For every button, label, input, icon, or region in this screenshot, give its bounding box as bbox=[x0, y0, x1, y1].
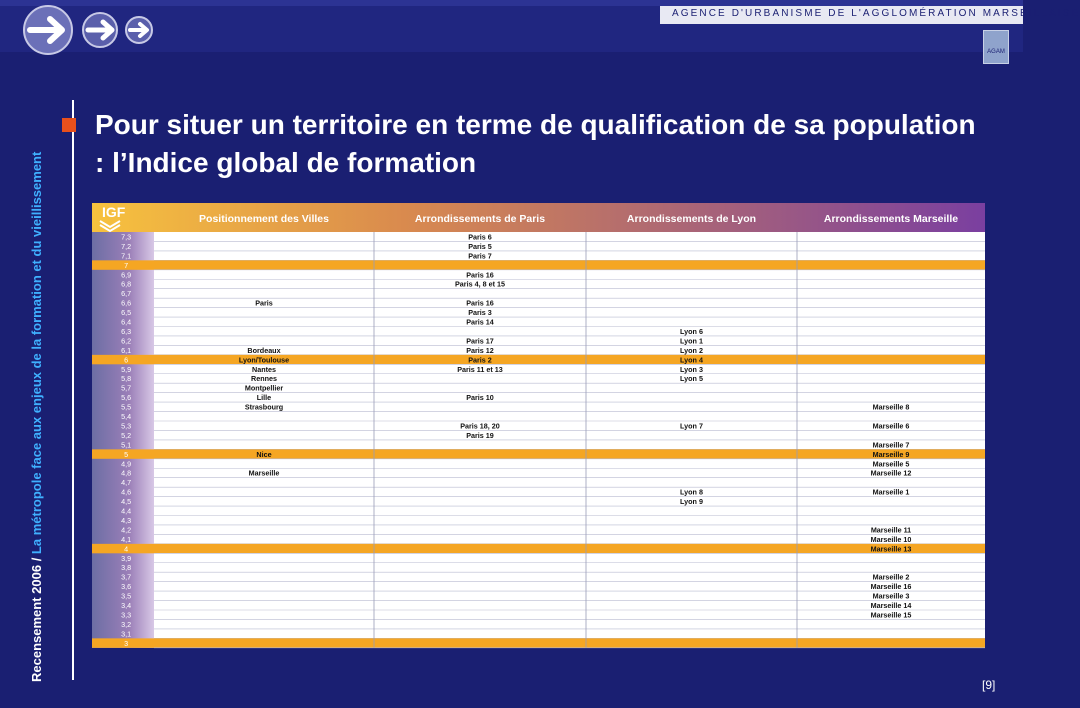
igf-value: 3,4 bbox=[121, 601, 132, 610]
slide-title: Pour situer un territoire en terme de qualification de sa population : l’Indice global de formation bbox=[95, 109, 976, 178]
igf-value: 4,1 bbox=[121, 534, 132, 544]
cell-villes: Paris bbox=[255, 298, 273, 308]
igf-value: 6,4 bbox=[121, 317, 132, 327]
igf-value: 6 bbox=[124, 355, 129, 365]
cell-paris: Paris 6 bbox=[468, 232, 492, 242]
igf-table bbox=[92, 203, 985, 661]
cell-marseille: Marseille 3 bbox=[872, 591, 910, 601]
cell-lyon: Lyon 3 bbox=[680, 364, 703, 374]
cell-villes: Nice bbox=[256, 449, 272, 459]
cell-marseille: Marseille 13 bbox=[870, 544, 912, 554]
cell-lyon: Lyon 2 bbox=[680, 345, 703, 355]
cell-lyon: Lyon 4 bbox=[680, 355, 703, 365]
page-number: [9] bbox=[982, 678, 996, 692]
igf-value: 7,2 bbox=[121, 241, 132, 251]
cell-villes: Lyon/Toulouse bbox=[238, 355, 290, 365]
cell-marseille: Marseille 12 bbox=[870, 468, 912, 478]
igf-value: 6,3 bbox=[121, 326, 132, 336]
cell-lyon: Lyon 6 bbox=[680, 326, 703, 336]
highlight-row bbox=[92, 260, 985, 269]
cell-lyon: Lyon 1 bbox=[680, 336, 703, 346]
igf-value: 4 bbox=[124, 544, 129, 554]
igf-value: 4,8 bbox=[121, 468, 132, 478]
igf-value: 3,7 bbox=[121, 572, 132, 582]
igf-value: 6,2 bbox=[121, 336, 132, 346]
title-bullet bbox=[62, 118, 76, 132]
igf-value: 4,5 bbox=[121, 497, 132, 507]
cell-villes: Rennes bbox=[251, 374, 277, 384]
igf-value: 5,7 bbox=[121, 383, 132, 393]
side-caption bbox=[28, 82, 45, 682]
igf-value: 7 bbox=[124, 260, 129, 270]
nav-arrows bbox=[0, 0, 170, 60]
igf-value: 3,1 bbox=[121, 629, 132, 639]
cell-paris: Paris 17 bbox=[466, 336, 494, 346]
igf-value: 4,7 bbox=[121, 478, 132, 488]
igf-value: 4,2 bbox=[121, 525, 132, 535]
side-caption-main: Recensement 2006 bbox=[29, 564, 44, 682]
igf-value: 7,3 bbox=[121, 232, 132, 242]
column-header: Positionnement des Villes bbox=[199, 213, 329, 225]
igf-value: 5,6 bbox=[121, 393, 132, 403]
igf-value: 6,9 bbox=[121, 270, 132, 280]
vertical-divider bbox=[72, 100, 74, 680]
igf-value: 6,1 bbox=[121, 345, 132, 355]
igf-value: 4,6 bbox=[121, 487, 132, 497]
igf-value: 6,7 bbox=[121, 289, 132, 299]
cell-paris: Paris 16 bbox=[466, 298, 494, 308]
forward-arrow-icon[interactable] bbox=[83, 13, 117, 47]
cell-paris: Paris 16 bbox=[466, 270, 494, 280]
cell-paris: Paris 5 bbox=[468, 241, 492, 251]
cell-villes: Marseille bbox=[248, 468, 280, 478]
igf-value: 4,3 bbox=[121, 515, 132, 525]
igf-value: 3,6 bbox=[121, 582, 132, 592]
igf-value: 5,5 bbox=[121, 402, 132, 412]
cell-villes: Bordeaux bbox=[247, 345, 281, 355]
agency-name: AGENCE D'URBANISME DE L'AGGLOMÉRATION MARSEILLAISE bbox=[672, 8, 1080, 19]
cell-paris: Paris 12 bbox=[466, 345, 494, 355]
cell-marseille: Marseille 11 bbox=[870, 525, 912, 535]
cell-marseille: Marseille 7 bbox=[872, 440, 910, 450]
highlight-row bbox=[92, 449, 985, 458]
cell-lyon: Lyon 9 bbox=[680, 497, 703, 507]
igf-value: 6,6 bbox=[121, 298, 132, 308]
column-header: Arrondissements de Lyon bbox=[626, 213, 757, 225]
igf-value: 4,9 bbox=[121, 459, 132, 469]
igf-value: 6,5 bbox=[121, 308, 132, 318]
cell-paris: Paris 4, 8 et 15 bbox=[455, 279, 505, 289]
next-arrow-icon[interactable] bbox=[126, 17, 152, 43]
igf-value: 4,4 bbox=[121, 506, 132, 516]
igf-value: 3,3 bbox=[121, 610, 132, 620]
igf-value: 5,4 bbox=[121, 412, 132, 421]
cell-lyon: Lyon 8 bbox=[680, 487, 703, 497]
cell-paris: Paris 3 bbox=[468, 308, 492, 318]
cell-paris: Paris 11 et 13 bbox=[457, 364, 503, 374]
agam-logo bbox=[983, 30, 1009, 64]
cell-marseille: Marseille 6 bbox=[872, 421, 910, 431]
cell-lyon: Lyon 7 bbox=[680, 421, 703, 431]
cell-paris: Paris 7 bbox=[468, 251, 492, 261]
column-header: Arrondissements de Paris bbox=[414, 213, 546, 225]
igf-value: 5,8 bbox=[121, 374, 132, 384]
cell-villes: Strasbourg bbox=[244, 402, 284, 412]
cell-lyon: Lyon 5 bbox=[680, 374, 703, 384]
cell-marseille: Marseille 16 bbox=[870, 582, 912, 592]
cell-marseille: Marseille 15 bbox=[870, 610, 912, 620]
cell-paris: Paris 2 bbox=[468, 355, 492, 365]
table-corner-label: IGF bbox=[102, 204, 126, 220]
side-caption-sub: La métropole face aux enjeux de la formation et du vieillissement bbox=[29, 151, 44, 555]
cell-marseille: Marseille 8 bbox=[872, 402, 910, 412]
igf-value: 3,5 bbox=[121, 591, 132, 601]
igf-value: 7,1 bbox=[121, 251, 132, 261]
igf-value: 5,9 bbox=[121, 364, 132, 374]
igf-value: 3,2 bbox=[121, 619, 132, 629]
igf-value: 5,1 bbox=[121, 440, 132, 450]
igf-value: 5,3 bbox=[121, 421, 132, 431]
side-caption-separator: / bbox=[29, 554, 44, 565]
cell-paris: Paris 19 bbox=[466, 430, 494, 440]
cell-paris: Paris 10 bbox=[466, 393, 494, 403]
highlight-row bbox=[92, 544, 985, 553]
highlight-row bbox=[92, 638, 985, 647]
cell-villes: Lille bbox=[256, 393, 272, 403]
cell-villes: Montpellier bbox=[244, 383, 284, 393]
back-arrow-icon[interactable] bbox=[24, 6, 72, 54]
cell-marseille: Marseille 2 bbox=[872, 572, 910, 582]
highlight-row bbox=[92, 355, 985, 364]
cell-marseille: Marseille 10 bbox=[870, 534, 912, 544]
cell-villes: Nantes bbox=[252, 364, 276, 374]
cell-paris: Paris 14 bbox=[466, 317, 494, 327]
cell-paris: Paris 18, 20 bbox=[460, 421, 500, 431]
logo-text: AGAM bbox=[987, 49, 1005, 55]
igf-value: 3,9 bbox=[121, 553, 132, 563]
cell-marseille: Marseille 5 bbox=[872, 459, 910, 469]
igf-value: 3,8 bbox=[121, 563, 132, 573]
igf-value: 6,8 bbox=[121, 279, 132, 289]
igf-value: 5,2 bbox=[121, 430, 132, 440]
cell-marseille: Marseille 14 bbox=[870, 601, 912, 610]
igf-value: 5 bbox=[124, 449, 129, 459]
cell-marseille: Marseille 1 bbox=[872, 487, 910, 497]
column-header: Arrondissements Marseille bbox=[823, 213, 959, 225]
igf-value: 3 bbox=[124, 638, 129, 648]
cell-marseille: Marseille 9 bbox=[872, 449, 910, 459]
